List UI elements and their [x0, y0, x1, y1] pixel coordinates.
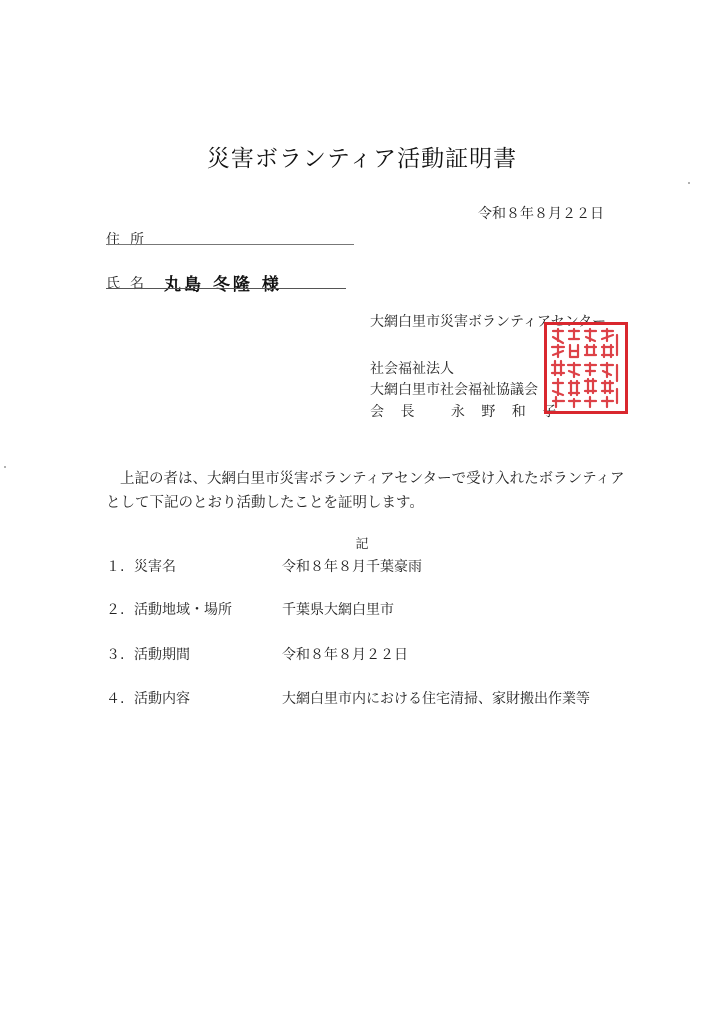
name-underline	[106, 288, 346, 289]
certification-statement	[106, 467, 626, 515]
issuer-representative: 会 長 永 野 和 子	[370, 404, 563, 420]
name-label: 氏名	[106, 276, 154, 292]
address-underline	[106, 244, 354, 245]
item-value: 大網白里市内における住宅清掃、家財搬出作業等	[282, 691, 590, 707]
issuer-center: 大網白里市災害ボランティアセンター	[370, 314, 607, 330]
ki-heading: 記	[355, 537, 369, 552]
recipient-name: 丸島 冬隆 様	[164, 275, 282, 295]
detail-item-disaster	[106, 556, 666, 576]
issue-date: 令和８年８月２２日	[478, 206, 604, 222]
item-number: １.	[106, 559, 125, 575]
seal-glyphs	[547, 325, 625, 411]
scan-speck	[4, 466, 6, 468]
address-row	[106, 229, 354, 249]
address-label: 住所	[106, 232, 154, 248]
item-label: 活動地域・場所	[134, 602, 232, 618]
item-number: ３.	[106, 647, 125, 663]
document-title: 災害ボランティア活動証明書	[206, 146, 518, 172]
detail-item-content	[106, 688, 666, 708]
item-value: 令和８年８月千葉豪雨	[282, 559, 422, 575]
detail-item-location	[106, 599, 666, 619]
certification-text: 上記の者は、大網白里市災害ボランティアセンターで受け入れたボランティアとして下記のとおり活動したことを証明します。	[106, 471, 625, 511]
name-row	[106, 270, 346, 294]
scan-speck	[688, 182, 690, 184]
item-value: 千葉県大網白里市	[282, 602, 394, 618]
item-number: ２.	[106, 602, 125, 618]
item-label: 災害名	[134, 559, 176, 575]
issuer-council: 大網白里市社会福祉協議会	[370, 382, 538, 398]
item-label: 活動内容	[134, 691, 190, 707]
official-seal-stamp	[544, 322, 628, 414]
issuer-corporation-type: 社会福祉法人	[370, 361, 454, 377]
item-value: 令和８年８月２２日	[282, 647, 408, 663]
detail-item-period	[106, 644, 666, 664]
item-label: 活動期間	[134, 647, 190, 663]
item-number: ４.	[106, 691, 125, 707]
